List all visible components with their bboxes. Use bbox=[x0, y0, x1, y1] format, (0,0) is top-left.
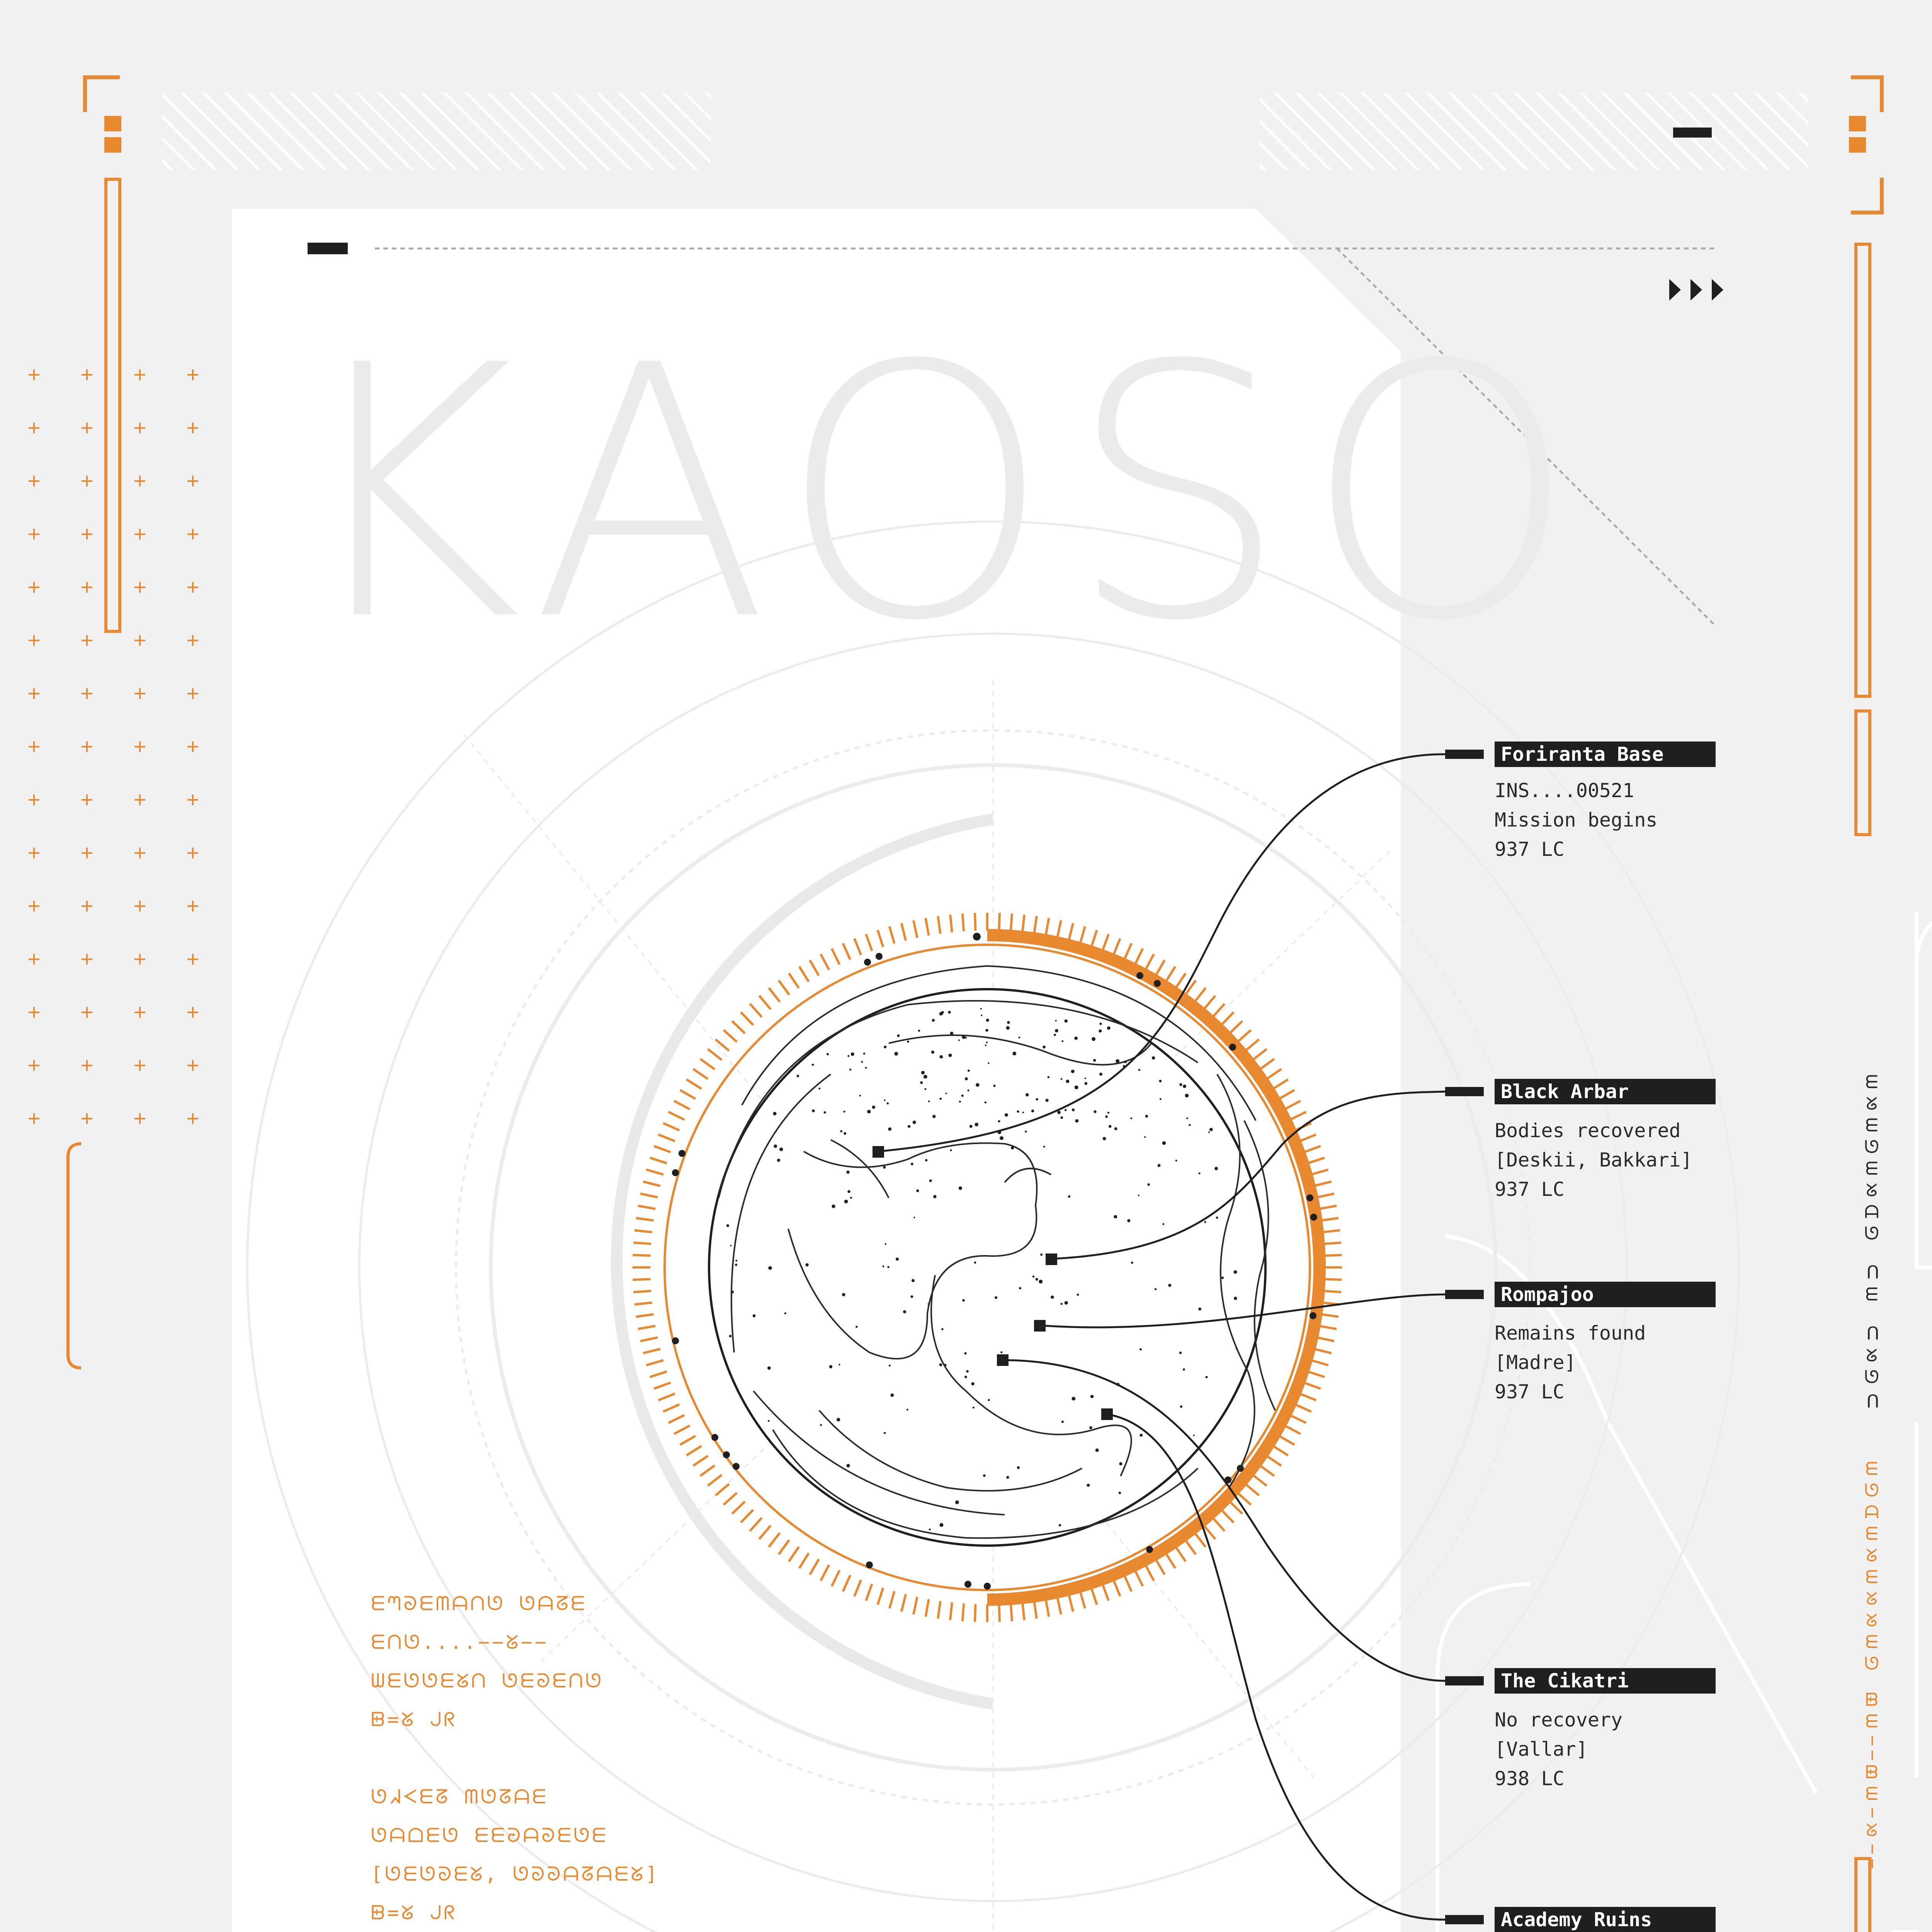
detail-line: [Deskii, Bakkari] bbox=[1495, 1149, 1692, 1171]
detail-line: INS....00521 bbox=[1495, 779, 1634, 802]
location-details-rompajoo bbox=[1495, 1318, 1646, 1406]
vertical-glyph-text bbox=[1862, 1074, 1883, 1873]
label-tabs bbox=[1445, 750, 1484, 1924]
detail-line: 937 LC bbox=[1495, 1381, 1565, 1403]
detail-line: [Madre] bbox=[1495, 1351, 1576, 1374]
glyph-line: ᘎᗩᗝᗴᘎ ᗴᗴᘒᗩᘐᗴᘎᗴ bbox=[371, 1824, 609, 1847]
glyph-line: ᗴᘉᘐᗴᗰᗩᑎᘎ ᘎᗩᘔᗴ bbox=[371, 1592, 587, 1615]
page-title: KAOSO bbox=[294, 292, 1593, 697]
glyph-block-2 bbox=[371, 1777, 660, 1932]
location-details-black-arbar bbox=[1495, 1116, 1692, 1204]
glyph-line: ᘎᖽᐸᗴᘔ ᗰᘎᘔᗩᗴ bbox=[371, 1786, 549, 1808]
top-tab bbox=[308, 243, 348, 254]
glyph-block-1 bbox=[371, 1584, 604, 1739]
detail-line: No recovery bbox=[1495, 1709, 1623, 1731]
top-hatch-left bbox=[162, 93, 711, 170]
glyph-line: ᗸ=ᘜ ᒍᖇ bbox=[371, 1901, 457, 1924]
detail-line: Mission begins bbox=[1495, 809, 1658, 831]
glyph-line: [ᘎᗴᘎᘐᗴᘜ, ᘎᘐᘐᗩᘔᗩᗴᘜ] bbox=[371, 1863, 660, 1885]
glyph-line: ᗯᗴᘎᘎᗴᘜᑎ ᘎᗴᘐᗴᑎᘎ bbox=[371, 1670, 604, 1692]
glyph-line: ᗴᑎᘎ....−−ᘜ−− bbox=[371, 1631, 549, 1653]
detail-line: 937 LC bbox=[1495, 1178, 1565, 1201]
location-label-foriranta-base: Foriranta Base bbox=[1495, 742, 1716, 767]
plus-grid bbox=[29, 369, 198, 1124]
location-details-foriranta-base bbox=[1495, 776, 1657, 864]
detail-line: Remains found bbox=[1495, 1322, 1646, 1344]
black-dashes bbox=[1673, 128, 1712, 1932]
vertical-glyph-line: ᗴᘎᗩᗴᘜᗴᘜᘜᗴᘎ ᗸᗴ−−ᗸᗴ−ᘜ−− bbox=[1862, 1461, 1883, 1873]
detail-line: 938 LC bbox=[1495, 1767, 1565, 1790]
detail-line: Bodies recovered bbox=[1495, 1119, 1681, 1142]
location-label-the-cikatri: The Cikatri bbox=[1495, 1668, 1716, 1694]
location-label-academy-ruins: Academy Ruins bbox=[1495, 1907, 1716, 1932]
triple-right-arrow-icon[interactable] bbox=[1669, 279, 1723, 301]
location-label-rompajoo: Rompajoo bbox=[1495, 1282, 1716, 1307]
location-details-the-cikatri bbox=[1495, 1705, 1622, 1793]
location-label-black-arbar: Black Arbar bbox=[1495, 1079, 1716, 1104]
glyph-line: ᗸ=ᘜ ᒍᖇ bbox=[371, 1708, 457, 1731]
top-hatch-right bbox=[1260, 93, 1808, 170]
detail-line: [Vallar] bbox=[1495, 1738, 1588, 1760]
vertical-glyph-line: ᗴᘜᗴᘎᗴᘜᗩᘎ ᑎᗴ ᑎᘜᘎᑎ bbox=[1862, 1074, 1883, 1416]
detail-line: 937 LC bbox=[1495, 838, 1565, 861]
